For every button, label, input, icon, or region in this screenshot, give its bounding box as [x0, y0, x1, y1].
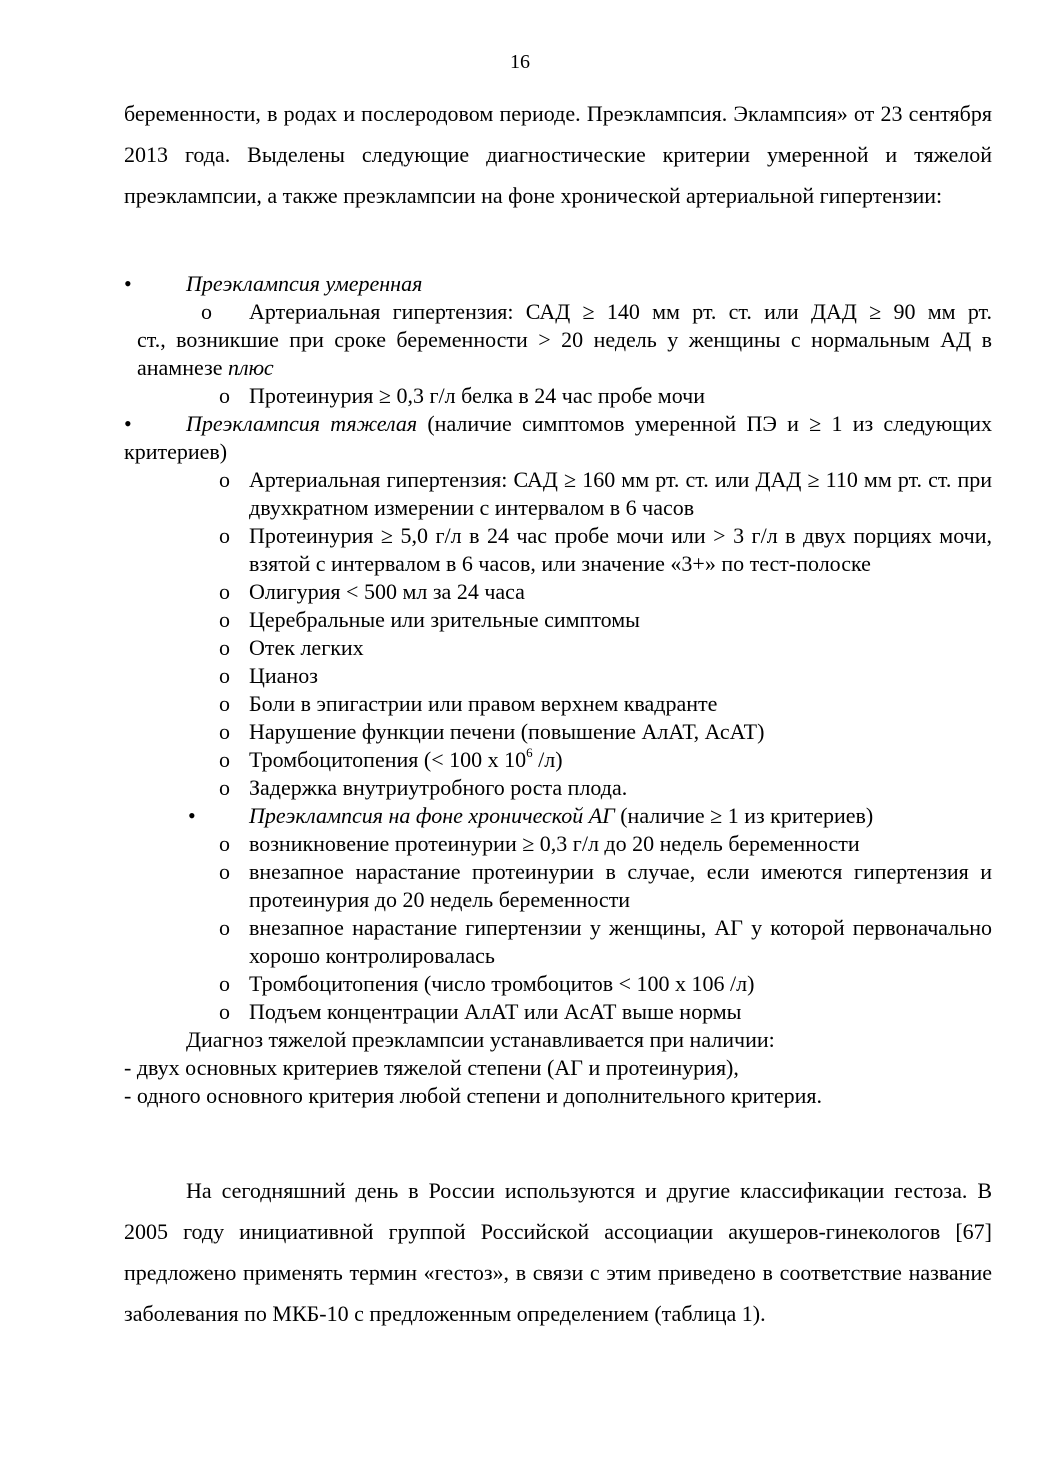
severe-item-text: Отек легких	[249, 635, 364, 660]
chronic-item-text: возникновение протеинурии ≥ 0,3 г/л до 20 недель беременности	[249, 831, 860, 856]
intro-paragraph: беременности, в родах и послеродовом периоде. Преэклампсия. Эклампсия» от 23 сентября 2013 года. Выделены следующие диагностические критерии умеренной и тяжелой преэклампсии, а также преэклампсии на фоне хронической артериальной гипертензии:	[124, 101, 992, 208]
chronic-item-text: Тромбоцитопения (число тромбоцитов < 100 x 106 /л)	[249, 971, 755, 996]
circle-bullet-icon: o	[219, 775, 230, 800]
circle-bullet-icon: o	[219, 691, 230, 716]
chronic-heading	[0, 802, 1040, 830]
chronic-item-text: Подъем концентрации АлАТ или АсАТ выше нормы	[249, 999, 742, 1024]
severe-item-text: Боли в эпигастрии или правом верхнем квадранте	[249, 691, 718, 716]
page-number: 16	[510, 51, 530, 73]
bullet-icon: •	[124, 411, 132, 436]
diagnosis-intro: Диагноз тяжелой преэклампсии устанавливается при наличии:	[186, 1027, 775, 1052]
severe-item	[0, 466, 1040, 522]
severe-item-text: Тромбоцитопения (< 100 x 10	[249, 747, 527, 772]
severe-item-text: Олигурия < 500 мл за 24 часа	[249, 579, 525, 604]
closing-paragraph: На сегодняшний день в России используются и другие классификации гестоза. В 2005 году инициативной группой Российской ассоциации акушеров-гинекологов [67] предложено применять термин «гестоз», в связи с этим приведено в соответствие название заболевания по МКБ-10 с предложенным определением (таблица 1).	[124, 1178, 992, 1326]
severe-title: Преэклампсия тяжелая	[186, 411, 418, 436]
superscript-exponent: 6	[526, 744, 533, 760]
circle-bullet-icon: o	[219, 859, 230, 884]
bullet-icon: •	[188, 803, 196, 828]
circle-bullet-icon: o	[201, 299, 212, 324]
severe-heading	[0, 410, 1040, 466]
severe-item	[0, 522, 1040, 578]
criteria-list	[0, 270, 1040, 1110]
severe-item	[0, 578, 1040, 606]
circle-bullet-icon: o	[219, 719, 230, 744]
circle-bullet-icon: o	[219, 383, 230, 408]
circle-bullet-icon: o	[219, 467, 230, 492]
severe-item-thrombocytopenia	[0, 746, 1040, 774]
moderate-item2-text: Протеинурия ≥ 0,3 г/л белка в 24 час пробе мочи	[249, 383, 705, 408]
chronic-item	[0, 858, 1040, 914]
moderate-title: Преэклампсия умеренная	[186, 271, 423, 296]
diagnosis-line-2: - одного основного критерия любой степени и дополнительного критерия.	[124, 1083, 823, 1108]
severe-item	[0, 774, 1040, 802]
severe-item	[0, 690, 1040, 718]
circle-bullet-icon: o	[219, 523, 230, 548]
severe-item-text: Артериальная гипертензия: САД ≥ 160 мм рт. ст. или ДАД ≥ 110 мм рт. ст. при двухкратном измерении с интервалом в 6 часов	[249, 467, 992, 520]
diagnosis-line-1: - двух основных критериев тяжелой степени (АГ и протеинурия),	[124, 1055, 739, 1080]
chronic-item	[0, 830, 1040, 858]
chronic-item-text: внезапное нарастание протеинурии в случае, если имеются гипертензия и протеинурия до 20 недель беременности	[249, 859, 992, 912]
severe-title-rest: (наличие симптомов умеренной ПЭ и ≥ 1 из следующих критериев)	[124, 411, 992, 464]
moderate-item-hypertension	[0, 298, 1040, 326]
chronic-title-rest: (наличие ≥ 1 из критериев)	[614, 803, 874, 828]
moderate-plus: плюс	[228, 355, 274, 380]
chronic-item	[0, 914, 1040, 970]
severe-item	[0, 634, 1040, 662]
severe-item-text-end: /л)	[532, 747, 563, 772]
circle-bullet-icon: o	[219, 971, 230, 996]
circle-bullet-icon: o	[219, 607, 230, 632]
severe-item-text: Церебральные или зрительные симптомы	[249, 607, 640, 632]
circle-bullet-icon: o	[219, 915, 230, 940]
severe-item	[0, 606, 1040, 634]
severe-item	[0, 718, 1040, 746]
moderate-item1-first: Артериальная гипертензия: САД ≥ 140 мм рт. ст. или ДАД ≥ 90 мм рт.	[249, 299, 992, 324]
severe-item-text: Задержка внутриутробного роста плода.	[249, 775, 628, 800]
circle-bullet-icon: o	[219, 635, 230, 660]
circle-bullet-icon: o	[219, 579, 230, 604]
severe-item-text: Нарушение функции печени (повышение АлАТ, АсАТ)	[249, 719, 765, 744]
severe-item-text: Цианоз	[249, 663, 318, 688]
moderate-item-proteinuria	[0, 382, 1040, 410]
circle-bullet-icon: o	[219, 999, 230, 1024]
chronic-item-text: внезапное нарастание гипертензии у женщины, АГ у которой первоначально хорошо контролировалась	[249, 915, 992, 968]
severe-item-text: Протеинурия ≥ 5,0 г/л в 24 час пробе мочи или > 3 г/л в двух порциях мочи, взятой с интервалом в 6 часов, или значение «3+» по тест-полоске	[249, 523, 992, 576]
moderate-item1-continuation	[0, 326, 1040, 382]
bullet-icon: •	[124, 271, 132, 296]
moderate-item1-cont-text: ст., возникшие при сроке беременности > 20 недель у женщины с нормальным АД в анамнезе	[137, 327, 992, 380]
circle-bullet-icon: o	[219, 663, 230, 688]
circle-bullet-icon: o	[219, 831, 230, 856]
chronic-item	[0, 970, 1040, 998]
chronic-title: Преэклампсия на фоне хронической АГ	[249, 803, 615, 828]
circle-bullet-icon: o	[219, 747, 230, 772]
chronic-item	[0, 998, 1040, 1026]
moderate-heading	[0, 270, 1040, 298]
severe-item	[0, 662, 1040, 690]
